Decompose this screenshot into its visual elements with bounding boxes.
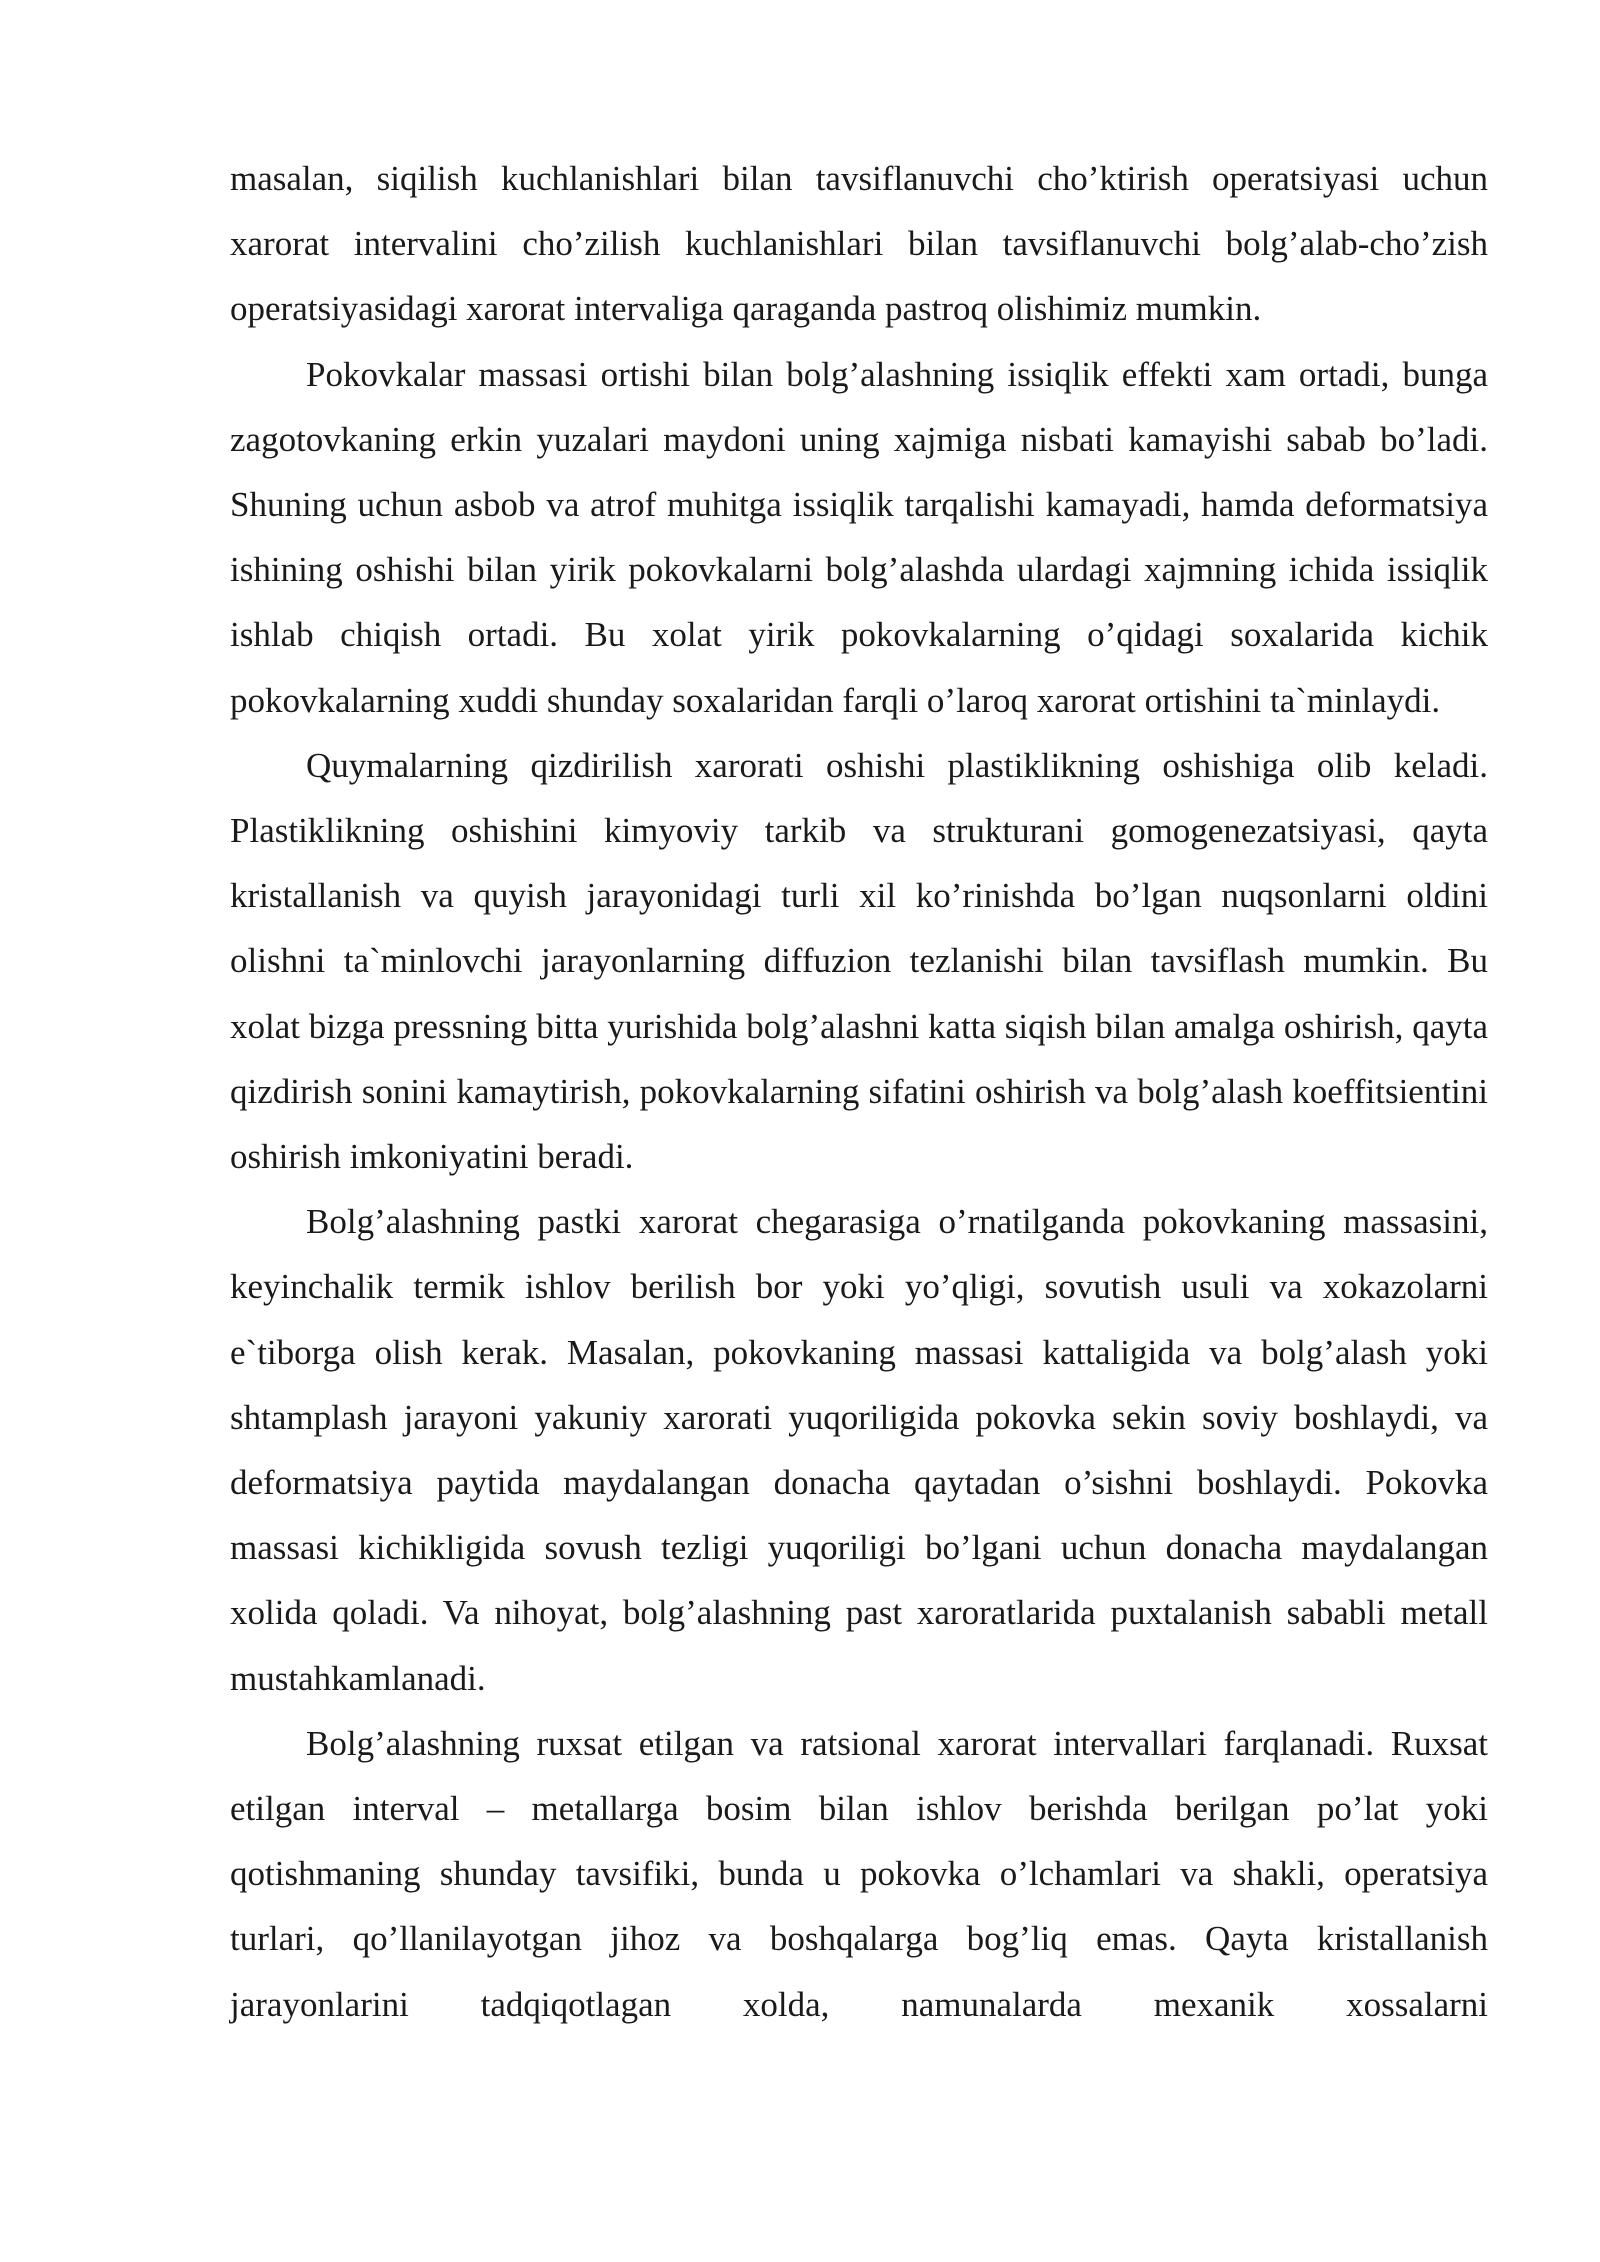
paragraph-4: Bolg’alashning pastki xarorat chegarasiga o’rnatilganda pokovkaning massasini, keyinchalik termik ishlov berilish bor yoki yo’qligi, sovutish usuli va xokazolarni e`tiborga olish kerak. Masalan, pokovkaning massasi kattaligida va bolg’alash yoki shtamplash jarayoni yakuniy xarorati yuqoriligida pokovka sekin soviy boshlaydi, va deformatsiya paytida maydalangan donacha qaytadan o’sishni boshlaydi. Pokovka massasi kichikligida sovush tezligi yuqoriligi bo’lgani uchun donacha maydalangan xolida qoladi. Va nihoyat, bolg’alashning past xaroratlarida puxtalanish sababli metall mustahkamlanadi. [230, 1202, 1488, 1698]
paragraph-2: Pokovkalar massasi ortishi bilan bolg’alashning issiqlik effekti xam ortadi, bunga zagotovkaning erkin yuzalari maydoni uning xajmiga nisbati kamayishi sabab bo’ladi. Shuning uchun asbob va atrof muhitga issiqlik tarqalishi kamayadi, hamda deformatsiya ishining oshishi bilan yirik pokovkalarni bolg’alashda ulardagi xajmning ichida issiqlik ishlab chiqish ortadi. Bu xolat yirik pokovkalarning o’qidagi soxalarida kichik pokovkalarning xuddi shunday soxalaridan farqli o’laroq xarorat ortishini ta`minlaydi. [230, 354, 1488, 720]
document-body [230, 146, 1488, 2037]
paragraph-5: Bolg’alashning ruxsat etilgan va ratsional xarorat intervallari farqlanadi. Ruxsat etilgan interval – metallarga bosim bilan ishlov berishda berilgan po’lat yoki qotishmaning shunday tavsifiki, bunda u pokovka o’lchamlari va shakli, operatsiya turlari, qo’llanilayotgan jihoz va boshqalarga bog’liq emas. Qayta kristallanish jarayonlarini tadqiqotlagan xolda, namunalarda mexanik xossalarni [230, 1723, 1488, 2024]
paragraph-3: Quymalarning qizdirilish xarorati oshishi plastiklikning oshishiga olib keladi. Plastiklikning oshishini kimyoviy tarkib va strukturani gomogenezatsiyasi, qayta kristallanish va quyish jarayonidagi turli xil ko’rinishda bo’lgan nuqsonlarni oldini olishni ta`minlovchi jarayonlarning diffuzion tezlanishi bilan tavsiflash mumkin. Bu xolat bizga pressning bitta yurishida bolg’alashni katta siqish bilan amalga oshirish, qayta qizdirish sonini kamaytirish, pokovkalarning sifatini oshirish va bolg’alash koeffitsientini oshirish imkoniyatini beradi. [230, 745, 1488, 1177]
paragraph-1: masalan, siqilish kuchlanishlari bilan tavsiflanuvchi cho’ktirish operatsiyasi uchun xarorat intervalini cho’zilish kuchlanishlari bilan tavsiflanuvchi bolg’alab-cho’zish operatsiyasidagi xarorat intervaliga qaraganda pastroq olishimiz mumkin. [230, 159, 1488, 329]
